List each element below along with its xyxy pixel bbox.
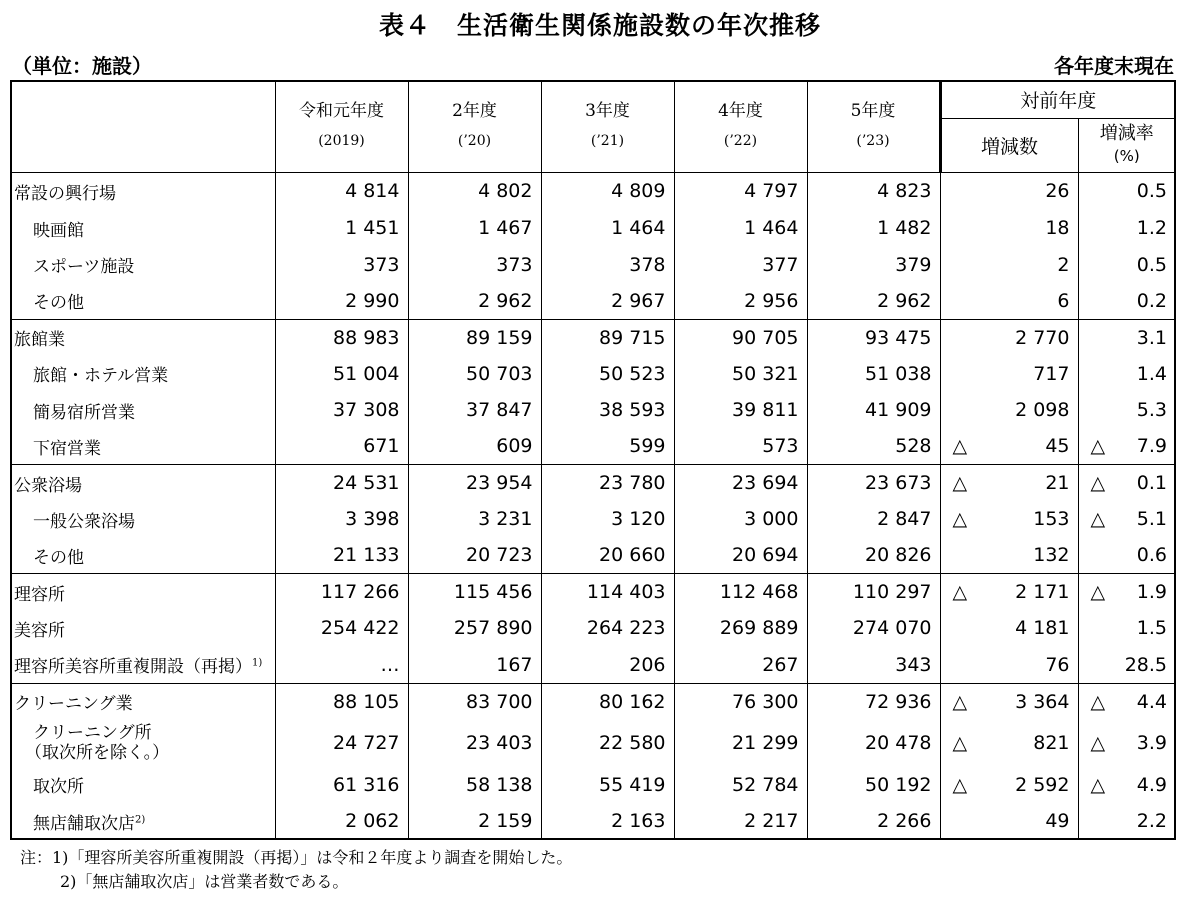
decrease-mark: △	[1090, 472, 1106, 495]
year-code: (2019)	[318, 133, 365, 150]
value-cell: 573	[674, 428, 807, 464]
change-rate-cell	[1078, 392, 1175, 428]
change-count-value: 2	[1057, 253, 1070, 276]
table-header	[11, 81, 1175, 172]
value-cell: 1 451	[275, 210, 408, 246]
change-rate-unit: (%)	[1113, 147, 1140, 165]
row-label-text: 下宿営業	[33, 438, 101, 459]
row-label	[11, 246, 275, 282]
row-label-text: 常設の興行場	[14, 183, 116, 204]
table-row	[11, 172, 1175, 210]
change-count-value: 76	[1045, 653, 1070, 676]
change-rate-value: 5.1	[1136, 508, 1168, 531]
change-count-cell	[940, 574, 1078, 610]
value-cell: 2 159	[408, 803, 541, 839]
table-row	[11, 803, 1175, 839]
change-count-value: 6	[1057, 289, 1070, 312]
table-row	[11, 610, 1175, 646]
footnote-marker: 2)	[135, 813, 146, 825]
change-rate-cell	[1078, 283, 1175, 319]
value-cell: 254 422	[275, 610, 408, 646]
table-row	[11, 647, 1175, 683]
value-cell: 4 797	[674, 172, 807, 210]
change-count-value: 26	[1045, 180, 1070, 203]
value-cell: 3 231	[408, 501, 541, 537]
value-cell: 110 297	[807, 574, 940, 610]
value-cell: 23 954	[408, 465, 541, 501]
change-rate-cell	[1078, 719, 1175, 766]
value-cell: 76 300	[674, 683, 807, 719]
table-title: 表４ 生活衛生関係施設数の年次推移	[378, 11, 821, 40]
change-count-cell	[940, 246, 1078, 282]
value-cell: 50 192	[807, 766, 940, 802]
change-group-header: 対前年度	[940, 81, 1175, 118]
decrease-mark: △	[952, 472, 968, 495]
value-cell: 377	[674, 246, 807, 282]
row-label	[11, 172, 275, 210]
table-row	[11, 283, 1175, 319]
value-cell: 4 802	[408, 172, 541, 210]
year-header	[275, 81, 408, 172]
row-label	[11, 610, 275, 646]
decrease-mark: △	[1090, 731, 1106, 754]
change-count-cell	[940, 210, 1078, 246]
value-cell: 4 823	[807, 172, 940, 210]
value-cell: 20 478	[807, 719, 940, 766]
year-label: 4年度	[718, 101, 763, 122]
value-cell: 2 962	[408, 283, 541, 319]
value-cell: 2 990	[275, 283, 408, 319]
row-label-sub: （取次所を除く。）	[25, 742, 170, 763]
change-rate-value: 7.9	[1136, 435, 1168, 458]
row-label-text: 一般公衆浴場	[33, 511, 135, 532]
change-rate-cell	[1078, 465, 1175, 501]
change-count-cell	[940, 719, 1078, 766]
row-label-text: 公衆浴場	[14, 475, 82, 496]
year-label: 5年度	[850, 101, 896, 122]
value-cell: 3 398	[275, 501, 408, 537]
value-cell: 93 475	[807, 319, 940, 355]
value-cell: 3 000	[674, 501, 807, 537]
change-count-cell	[940, 356, 1078, 392]
change-rate-cell	[1078, 172, 1175, 210]
change-count-cell	[940, 766, 1078, 802]
decrease-mark: △	[1090, 435, 1106, 458]
change-count-cell	[940, 319, 1078, 355]
change-count-value: 18	[1045, 217, 1070, 240]
table-row	[11, 210, 1175, 246]
change-count-value: 49	[1045, 810, 1070, 833]
change-count-cell	[940, 172, 1078, 210]
value-cell: 2 956	[674, 283, 807, 319]
value-cell: 83 700	[408, 683, 541, 719]
year-label: 2年度	[452, 101, 497, 122]
change-count-value: 717	[1033, 362, 1070, 385]
value-cell: 21 133	[275, 538, 408, 574]
change-rate-cell	[1078, 501, 1175, 537]
change-rate-value: 0.1	[1136, 472, 1168, 495]
value-cell: 90 705	[674, 319, 807, 355]
change-rate-header	[1078, 118, 1175, 172]
value-cell: 671	[275, 428, 408, 464]
decrease-mark: △	[952, 581, 968, 604]
value-cell: 23 403	[408, 719, 541, 766]
change-rate-cell	[1078, 428, 1175, 464]
value-cell: 51 004	[275, 356, 408, 392]
change-count-value: 132	[1033, 544, 1070, 567]
value-cell: 609	[408, 428, 541, 464]
row-label	[11, 574, 275, 610]
value-cell: 2 266	[807, 803, 940, 839]
change-rate-value: 0.2	[1136, 289, 1168, 312]
value-cell: 4 809	[541, 172, 674, 210]
value-cell: 373	[275, 246, 408, 282]
value-cell: 23 780	[541, 465, 674, 501]
value-cell: 88 105	[275, 683, 408, 719]
decrease-mark: △	[952, 435, 968, 458]
decrease-mark: △	[1090, 773, 1106, 796]
as-of-label: 各年度末現在	[1054, 54, 1174, 78]
value-cell: 22 580	[541, 719, 674, 766]
value-cell: 20 660	[541, 538, 674, 574]
change-rate-cell	[1078, 610, 1175, 646]
value-cell: 80 162	[541, 683, 674, 719]
change-count-cell	[940, 538, 1078, 574]
table-row	[11, 574, 1175, 610]
value-cell: 167	[408, 647, 541, 683]
change-count-value: 3 364	[1015, 690, 1070, 713]
value-cell: 38 593	[541, 392, 674, 428]
change-rate-value: 28.5	[1124, 653, 1168, 676]
value-cell: 24 531	[275, 465, 408, 501]
change-rate-value: 2.2	[1136, 810, 1168, 833]
value-cell: 4 814	[275, 172, 408, 210]
table-row	[11, 683, 1175, 719]
value-cell: 1 464	[674, 210, 807, 246]
header-corner	[11, 81, 275, 172]
change-rate-cell	[1078, 766, 1175, 802]
change-rate-cell	[1078, 210, 1175, 246]
decrease-mark: △	[1090, 690, 1106, 713]
row-label-text: クリーニング業	[14, 694, 133, 715]
value-cell: 379	[807, 246, 940, 282]
table-row	[11, 501, 1175, 537]
year-code: (’23)	[856, 133, 890, 150]
value-cell: 20 826	[807, 538, 940, 574]
value-cell: 112 468	[674, 574, 807, 610]
row-label-text: その他	[33, 547, 84, 568]
row-label-text: 旅館・ホテル営業	[33, 366, 169, 387]
year-code: (’21)	[590, 133, 625, 150]
row-label-text: スポーツ施設	[33, 257, 135, 278]
value-cell: 88 983	[275, 319, 408, 355]
value-cell: 61 316	[275, 766, 408, 802]
change-count-cell	[940, 501, 1078, 537]
change-rate-cell	[1078, 574, 1175, 610]
value-cell: 2 163	[541, 803, 674, 839]
value-cell: 37 308	[275, 392, 408, 428]
value-cell: 20 694	[674, 538, 807, 574]
row-label-text: 映画館	[33, 220, 84, 241]
change-count-value: 2 098	[1015, 399, 1070, 422]
value-cell: 343	[807, 647, 940, 683]
change-rate-value: 1.2	[1136, 217, 1168, 240]
value-cell: 50 703	[408, 356, 541, 392]
row-label	[11, 283, 275, 319]
change-count-header: 増減数	[940, 118, 1078, 172]
change-count-cell	[940, 610, 1078, 646]
value-cell: 24 727	[275, 719, 408, 766]
row-label-text: 取次所	[33, 777, 84, 798]
value-cell: 599	[541, 428, 674, 464]
value-cell: 23 694	[674, 465, 807, 501]
change-count-cell	[940, 683, 1078, 719]
change-count-value: 45	[1045, 435, 1070, 458]
change-rate-value: 1.5	[1136, 617, 1168, 640]
change-rate-value: 0.5	[1136, 253, 1168, 276]
value-cell: 51 038	[807, 356, 940, 392]
value-cell: 89 715	[541, 319, 674, 355]
decrease-mark: △	[952, 508, 968, 531]
value-cell: 269 889	[674, 610, 807, 646]
row-label	[11, 647, 275, 683]
value-cell: 50 321	[674, 356, 807, 392]
value-cell: 55 419	[541, 766, 674, 802]
row-label	[11, 356, 275, 392]
value-cell: 114 403	[541, 574, 674, 610]
change-rate-value: 0.6	[1136, 544, 1168, 567]
decrease-mark: △	[1090, 508, 1106, 531]
value-cell: 52 784	[674, 766, 807, 802]
change-rate-label: 増減率	[1099, 123, 1154, 144]
change-count-cell	[940, 428, 1078, 464]
value-cell: 1 467	[408, 210, 541, 246]
row-label	[11, 210, 275, 246]
change-rate-value: 0.5	[1136, 180, 1168, 203]
decrease-mark: △	[952, 731, 968, 754]
value-cell: 528	[807, 428, 940, 464]
table-body	[11, 172, 1175, 839]
footnote-2: 2)「無店舗取次店」は営業者数である。	[60, 872, 349, 891]
change-count-cell	[940, 465, 1078, 501]
table-row	[11, 246, 1175, 282]
footnote-1: 注：1)「理容所美容所重複開設（再掲）」は令和２年度より調査を開始した。	[20, 848, 573, 867]
change-count-value: 2 592	[1015, 773, 1070, 796]
change-rate-cell	[1078, 647, 1175, 683]
value-cell: 115 456	[408, 574, 541, 610]
row-label	[11, 803, 275, 839]
change-count-value: 153	[1033, 508, 1070, 531]
value-cell: 2 217	[674, 803, 807, 839]
year-code: (’20)	[457, 133, 492, 150]
value-cell: 58 138	[408, 766, 541, 802]
table-row	[11, 538, 1175, 574]
row-label-text: クリーニング所	[33, 722, 152, 743]
value-cell: 2 847	[807, 501, 940, 537]
table-row	[11, 465, 1175, 501]
change-count-value: 21	[1045, 472, 1070, 495]
value-cell: …	[275, 647, 408, 683]
value-cell: 41 909	[807, 392, 940, 428]
change-count-value: 4 181	[1015, 617, 1070, 640]
change-rate-value: 1.9	[1136, 581, 1168, 604]
change-rate-cell	[1078, 538, 1175, 574]
value-cell: 89 159	[408, 319, 541, 355]
change-rate-value: 4.9	[1136, 773, 1168, 796]
value-cell: 23 673	[807, 465, 940, 501]
value-cell: 267	[674, 647, 807, 683]
facility-table	[11, 81, 1175, 839]
change-rate-cell	[1078, 319, 1175, 355]
change-rate-value: 1.4	[1136, 362, 1168, 385]
change-rate-cell	[1078, 803, 1175, 839]
value-cell: 264 223	[541, 610, 674, 646]
row-label	[11, 683, 275, 719]
value-cell: 206	[541, 647, 674, 683]
value-cell: 39 811	[674, 392, 807, 428]
value-cell: 2 062	[275, 803, 408, 839]
row-label-text: 無店舗取次店	[33, 813, 135, 834]
year-header	[674, 81, 807, 172]
change-count-cell	[940, 647, 1078, 683]
row-label-text: 理容所美容所重複開設（再掲）	[14, 657, 252, 678]
change-rate-value: 3.9	[1136, 731, 1168, 754]
change-count-value: 821	[1033, 731, 1070, 754]
row-label-text: 美容所	[14, 620, 65, 641]
value-cell: 20 723	[408, 538, 541, 574]
row-label	[11, 719, 275, 766]
year-code: (’22)	[723, 133, 758, 150]
value-cell: 1 464	[541, 210, 674, 246]
row-label-text: その他	[33, 293, 84, 314]
value-cell: 373	[408, 246, 541, 282]
change-rate-value: 5.3	[1136, 399, 1168, 422]
table-row	[11, 319, 1175, 355]
value-cell: 50 523	[541, 356, 674, 392]
decrease-mark: △	[1090, 581, 1106, 604]
value-cell: 257 890	[408, 610, 541, 646]
year-header	[408, 81, 541, 172]
decrease-mark: △	[952, 773, 968, 796]
change-rate-cell	[1078, 356, 1175, 392]
row-label	[11, 392, 275, 428]
value-cell: 274 070	[807, 610, 940, 646]
value-cell: 2 962	[807, 283, 940, 319]
row-label-text: 理容所	[14, 584, 65, 605]
change-count-cell	[940, 283, 1078, 319]
value-cell: 37 847	[408, 392, 541, 428]
value-cell: 378	[541, 246, 674, 282]
row-label	[11, 538, 275, 574]
change-count-cell	[940, 803, 1078, 839]
unit-label: （単位：施設）	[12, 54, 152, 78]
footnote-marker: 1)	[252, 657, 263, 669]
table-row	[11, 766, 1175, 802]
value-cell: 117 266	[275, 574, 408, 610]
change-rate-cell	[1078, 246, 1175, 282]
row-label	[11, 465, 275, 501]
row-label	[11, 766, 275, 802]
year-header	[807, 81, 940, 172]
row-label-text: 旅館業	[14, 330, 65, 351]
row-label	[11, 319, 275, 355]
change-count-cell	[940, 392, 1078, 428]
change-count-value: 2 770	[1015, 326, 1070, 349]
decrease-mark: △	[952, 690, 968, 713]
value-cell: 3 120	[541, 501, 674, 537]
table-row	[11, 719, 1175, 766]
value-cell: 2 967	[541, 283, 674, 319]
value-cell: 1 482	[807, 210, 940, 246]
year-label: 3年度	[585, 101, 630, 122]
change-rate-cell	[1078, 683, 1175, 719]
value-cell: 21 299	[674, 719, 807, 766]
year-label: 令和元年度	[299, 101, 384, 122]
year-header	[541, 81, 674, 172]
change-rate-value: 4.4	[1136, 690, 1168, 713]
table-row	[11, 428, 1175, 464]
row-label-text: 簡易宿所営業	[33, 402, 135, 423]
table-row	[11, 356, 1175, 392]
row-label	[11, 428, 275, 464]
row-label	[11, 501, 275, 537]
change-rate-value: 3.1	[1136, 326, 1168, 349]
table-row	[11, 392, 1175, 428]
change-count-value: 2 171	[1015, 581, 1070, 604]
value-cell: 72 936	[807, 683, 940, 719]
